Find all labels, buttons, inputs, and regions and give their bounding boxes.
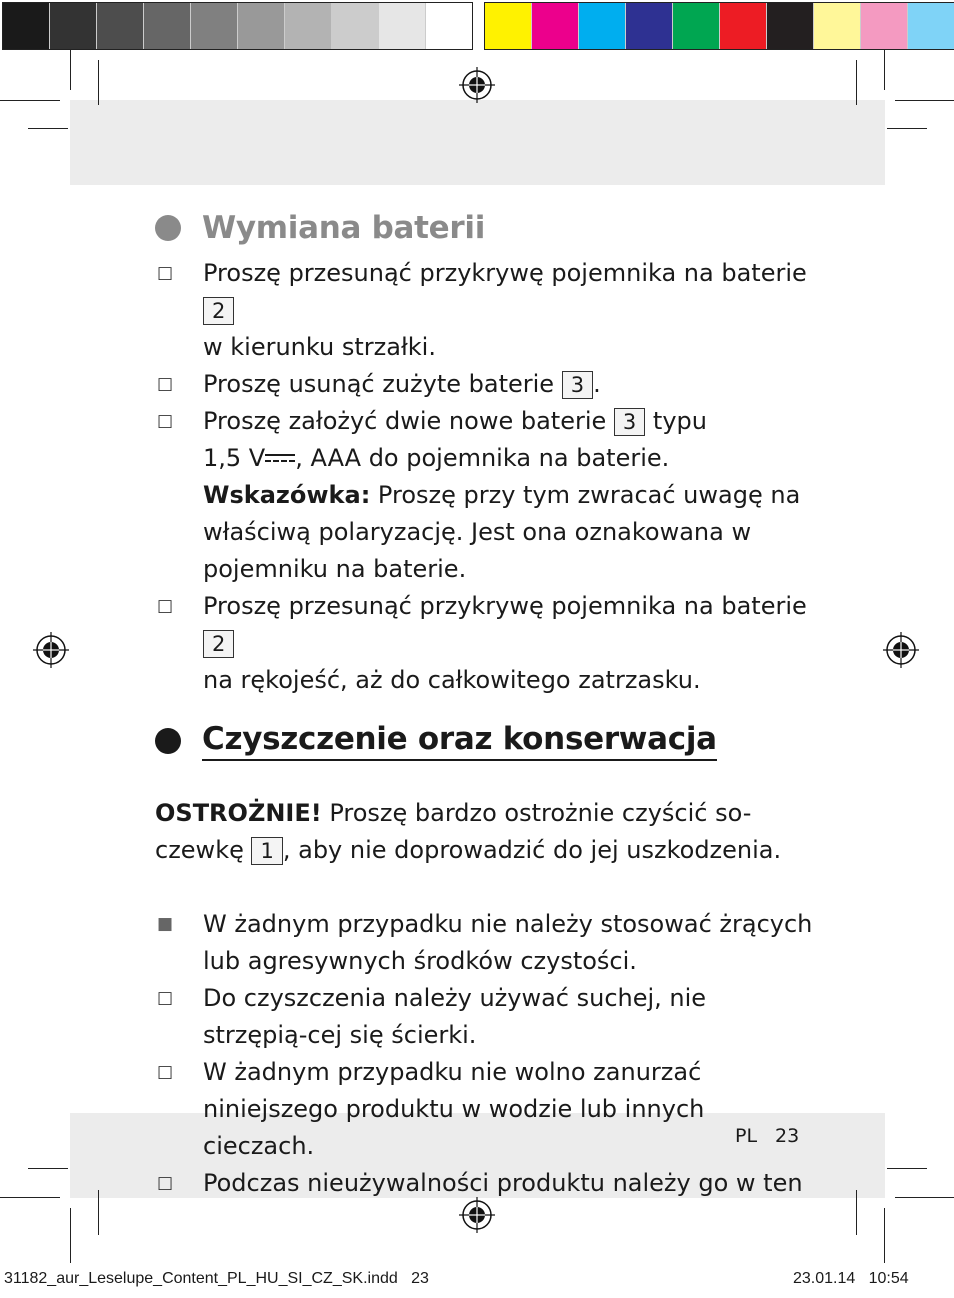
crop-mark (887, 128, 927, 129)
list-item (155, 906, 815, 980)
slug-file (4, 1270, 429, 1288)
color-swatch (191, 3, 238, 49)
color-swatch (579, 3, 626, 49)
language-code: PL (735, 1125, 758, 1147)
color-swatch (814, 3, 861, 49)
crop-mark (70, 50, 71, 90)
color-swatch (720, 3, 767, 49)
page-footer (735, 1125, 817, 1147)
crop-mark (856, 60, 857, 105)
caution-paragraph (155, 795, 815, 869)
part-number-ref: 3 (562, 371, 593, 399)
color-swatch (532, 3, 579, 49)
list-item (155, 588, 815, 699)
checkbox-bullet-icon: □ (157, 1062, 174, 1082)
header-band (70, 100, 885, 185)
color-swatch (144, 3, 191, 49)
section-heading-battery (155, 205, 815, 251)
dc-symbol-icon (265, 452, 295, 466)
color-swatch (379, 3, 426, 49)
item-text: W żadnym przypadku nie wolno zanurzać niniejszego produktu w wodzie lub innych cieczach. (203, 1058, 705, 1160)
item-text: Proszę przesunąć przykrywę pojemnika na baterie (203, 259, 807, 287)
hint-text: Proszę przy tym zwracać uwagę na właściwą polaryzację. Jest ona oznakowana w pojemniku na baterie. (203, 481, 801, 583)
color-swatch (767, 3, 814, 49)
item-text: Proszę przesunąć przykrywę pojemnika na baterie (203, 592, 807, 620)
checkbox-bullet-icon: □ (157, 596, 174, 616)
item-text: typu (645, 407, 707, 435)
color-swatch (673, 3, 720, 49)
registration-mark-icon (33, 632, 69, 668)
part-number-ref: 1 (251, 837, 282, 865)
crop-mark (895, 100, 954, 101)
color-swatch (97, 3, 144, 49)
caution-label: OSTROŻNIE! (155, 799, 322, 827)
list-item (155, 403, 815, 588)
caution-text: Proszę bardzo ostrożnie czyścić so- (321, 799, 752, 827)
hint-label: Wskazówka: (203, 481, 371, 509)
color-swatch (332, 3, 379, 49)
section-title: Wymiana baterii (202, 210, 486, 246)
filled-square-bullet-icon: ■ (157, 914, 174, 934)
item-text: na rękojeść, aż do całkowitego zatrzasku. (203, 666, 701, 694)
crop-mark (28, 128, 68, 129)
slug-page: 23 (411, 1270, 429, 1287)
registration-mark-icon (459, 1197, 495, 1233)
crop-mark (98, 1190, 99, 1235)
crop-mark (0, 100, 60, 101)
item-text: w kierunku strzałki. (203, 333, 436, 361)
item-text: Proszę założyć dwie nowe baterie (203, 407, 614, 435)
part-number-ref: 2 (203, 630, 234, 658)
part-number-ref: 2 (203, 297, 234, 325)
color-swatch (861, 3, 908, 49)
part-number-ref: 3 (614, 408, 645, 436)
checkbox-bullet-icon: □ (157, 411, 174, 431)
caution-text: , aby nie doprowadzić do jej uszkodzenia. (282, 836, 782, 864)
list-item (155, 980, 815, 1054)
slug-time-text: 10:54 (868, 1270, 909, 1287)
list-item (155, 366, 815, 403)
caution-text: czewkę (155, 836, 252, 864)
color-swatch (50, 3, 97, 49)
page-content (155, 205, 815, 1202)
checkbox-bullet-icon: □ (157, 988, 174, 1008)
crop-mark (0, 1197, 60, 1198)
page-number: 23 (775, 1125, 800, 1147)
slug-filename: 31182_aur_Leselupe_Content_PL_HU_SI_CZ_SK.indd (4, 1270, 398, 1287)
crop-mark (884, 1208, 885, 1263)
section-heading-cleaning (155, 721, 815, 761)
crop-mark (28, 1168, 68, 1169)
item-text: Do czyszczenia należy używać suchej, nie strzępią-cej się ścierki. (203, 984, 707, 1049)
slug-date-text: 23.01.14 (793, 1270, 856, 1287)
item-text: Proszę usunąć zużyte baterie (203, 370, 562, 398)
heading-bullet-icon (155, 728, 181, 754)
crop-mark (856, 1190, 857, 1235)
color-swatch (285, 3, 332, 49)
grayscale-calibration-bar (2, 2, 473, 50)
heading-bullet-icon (155, 215, 181, 241)
list-item (155, 255, 815, 366)
item-text: . (593, 370, 601, 398)
crop-mark (895, 1197, 954, 1198)
registration-mark-icon (883, 632, 919, 668)
slug-date (793, 1270, 909, 1288)
color-swatch (485, 3, 532, 49)
color-swatch (426, 3, 472, 49)
crop-mark (884, 50, 885, 90)
list-item (155, 1165, 815, 1202)
color-swatch (238, 3, 285, 49)
list-item (155, 1054, 815, 1165)
crop-mark (887, 1168, 927, 1169)
color-swatch (3, 3, 50, 49)
crop-mark (70, 1208, 71, 1263)
item-text: Podczas nieużywalności produktu należy go w ten (203, 1169, 803, 1197)
crop-mark (98, 60, 99, 105)
section-title: Czyszczenie oraz konserwacja (202, 721, 717, 761)
registration-mark-icon (459, 67, 495, 103)
item-text: , AAA do pojemnika na baterie. (295, 444, 670, 472)
checkbox-bullet-icon: □ (157, 1173, 174, 1193)
checkbox-bullet-icon: □ (157, 374, 174, 394)
color-swatch (908, 3, 954, 49)
item-text: W żadnym przypadku nie należy stosować żrących lub agresywnych środków czystości. (203, 910, 813, 975)
checkbox-bullet-icon: □ (157, 263, 174, 283)
voltage-text: 1,5 V (203, 444, 266, 472)
color-calibration-bar (484, 2, 954, 50)
color-swatch (626, 3, 673, 49)
